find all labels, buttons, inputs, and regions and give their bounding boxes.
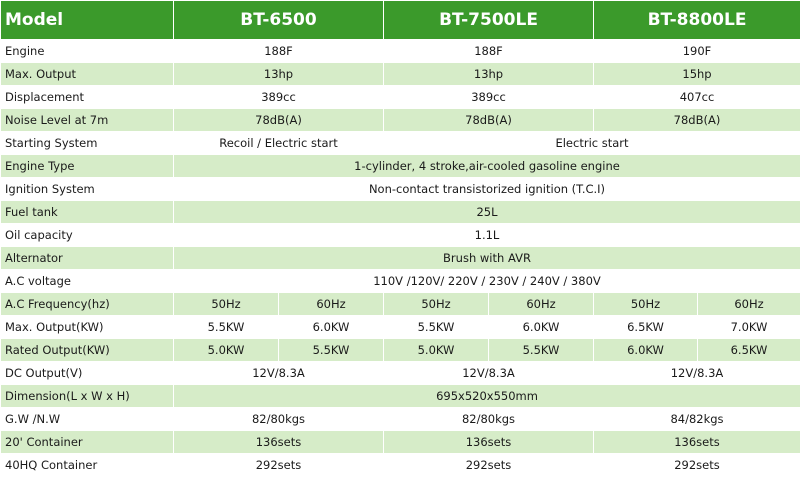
row-value: 78dB(A) — [384, 109, 594, 132]
row-label: Starting System — [1, 132, 174, 155]
row-value: 6.0KW — [279, 316, 384, 339]
row-label: Ignition System — [1, 178, 174, 201]
table-row — [1, 132, 800, 155]
header-model-2: BT-7500LE — [384, 1, 594, 40]
row-value: 292sets — [594, 454, 800, 477]
row-label: A.C voltage — [1, 270, 174, 293]
row-value: 15hp — [594, 63, 800, 86]
row-label: Noise Level at 7m — [1, 109, 174, 132]
row-value: 60Hz — [489, 293, 594, 316]
row-value: 188F — [174, 40, 384, 63]
row-value: 50Hz — [174, 293, 279, 316]
row-value: 60Hz — [279, 293, 384, 316]
row-value: 7.0KW — [698, 316, 800, 339]
row-value: 695x520x550mm — [174, 385, 800, 408]
row-value: 110V /120V/ 220V / 230V / 240V / 380V — [174, 270, 800, 293]
row-value: Non-contact transistorized ignition (T.C.I) — [174, 178, 800, 201]
row-value: 84/82kgs — [594, 408, 800, 431]
row-value: 389cc — [384, 86, 594, 109]
row-value: 6.5KW — [698, 339, 800, 362]
row-label: Alternator — [1, 247, 174, 270]
row-value: 50Hz — [384, 293, 489, 316]
row-label: Engine Type — [1, 155, 174, 178]
row-value: 6.5KW — [594, 316, 698, 339]
row-value: Electric start — [384, 132, 800, 155]
row-value: 292sets — [384, 454, 594, 477]
row-value: Brush with AVR — [174, 247, 800, 270]
row-label: Displacement — [1, 86, 174, 109]
table-row — [1, 316, 800, 339]
header-row — [1, 1, 800, 40]
table-row — [1, 178, 800, 201]
row-value: 389cc — [174, 86, 384, 109]
row-value: 1.1L — [174, 224, 800, 247]
row-label: DC Output(V) — [1, 362, 174, 385]
row-value: 5.5KW — [174, 316, 279, 339]
row-label: Dimension(L x W x H) — [1, 385, 174, 408]
row-value: 60Hz — [698, 293, 800, 316]
row-label: Fuel tank — [1, 201, 174, 224]
row-label: 40HQ Container — [1, 454, 174, 477]
spec-table-header — [1, 1, 800, 40]
row-value: Recoil / Electric start — [174, 132, 384, 155]
table-row — [1, 454, 800, 477]
row-value: 136sets — [174, 431, 384, 454]
table-row — [1, 40, 800, 63]
table-row — [1, 155, 800, 178]
row-label: Oil capacity — [1, 224, 174, 247]
row-value: 50Hz — [594, 293, 698, 316]
row-value: 12V/8.3A — [594, 362, 800, 385]
row-label: Max. Output — [1, 63, 174, 86]
row-value: 82/80kgs — [174, 408, 384, 431]
row-value: 6.0KW — [594, 339, 698, 362]
table-row — [1, 362, 800, 385]
table-row — [1, 201, 800, 224]
row-label: G.W /N.W — [1, 408, 174, 431]
row-value: 190F — [594, 40, 800, 63]
row-value: 1-cylinder, 4 stroke,air-cooled gasoline engine — [174, 155, 800, 178]
row-value: 82/80kgs — [384, 408, 594, 431]
row-value: 5.5KW — [384, 316, 489, 339]
header-label: Model — [1, 1, 174, 40]
header-model-1: BT-6500 — [174, 1, 384, 40]
table-row — [1, 431, 800, 454]
table-row — [1, 339, 800, 362]
row-label: Rated Output(KW) — [1, 339, 174, 362]
spec-table-body — [1, 40, 800, 477]
row-value: 12V/8.3A — [174, 362, 384, 385]
table-row — [1, 109, 800, 132]
row-value: 12V/8.3A — [384, 362, 594, 385]
row-value: 5.0KW — [384, 339, 489, 362]
table-row — [1, 63, 800, 86]
row-label: 20' Container — [1, 431, 174, 454]
row-value: 136sets — [384, 431, 594, 454]
row-label: Engine — [1, 40, 174, 63]
row-value: 5.0KW — [174, 339, 279, 362]
row-value: 25L — [174, 201, 800, 224]
row-value: 13hp — [384, 63, 594, 86]
table-row — [1, 385, 800, 408]
row-value: 136sets — [594, 431, 800, 454]
row-value: 5.5KW — [279, 339, 384, 362]
table-row — [1, 247, 800, 270]
row-value: 6.0KW — [489, 316, 594, 339]
table-row — [1, 270, 800, 293]
row-label: A.C Frequency(hz) — [1, 293, 174, 316]
row-value: 78dB(A) — [174, 109, 384, 132]
table-row — [1, 408, 800, 431]
row-value: 292sets — [174, 454, 384, 477]
row-value: 13hp — [174, 63, 384, 86]
table-row — [1, 86, 800, 109]
table-row — [1, 224, 800, 247]
row-value: 407cc — [594, 86, 800, 109]
row-value: 78dB(A) — [594, 109, 800, 132]
table-row — [1, 293, 800, 316]
row-label: Max. Output(KW) — [1, 316, 174, 339]
row-value: 5.5KW — [489, 339, 594, 362]
row-value: 188F — [384, 40, 594, 63]
header-model-3: BT-8800LE — [594, 1, 800, 40]
